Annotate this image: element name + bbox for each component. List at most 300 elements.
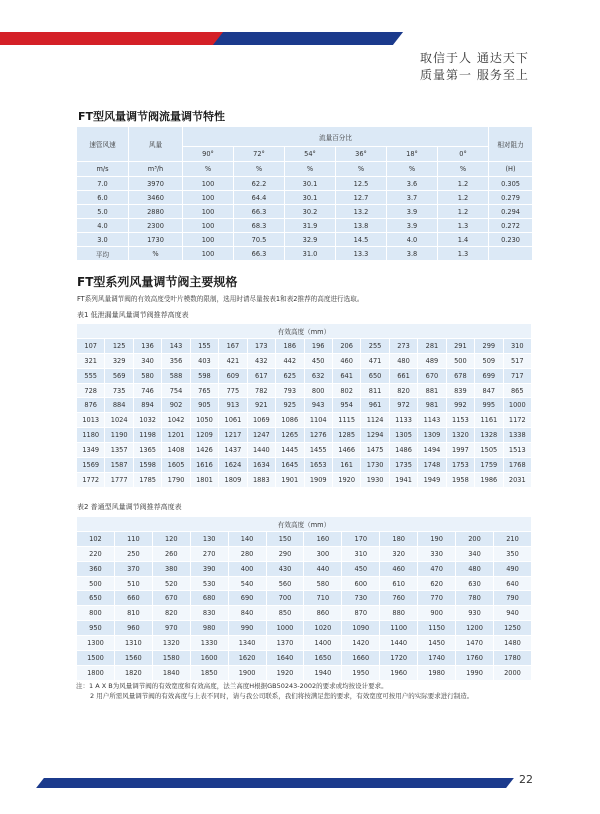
table-cell: 850: [266, 606, 304, 621]
angle-header: 54°: [285, 147, 336, 162]
table-cell: 1513: [503, 443, 531, 458]
table-cell: 790: [493, 591, 531, 606]
table-cell: 255: [361, 338, 389, 353]
table-cell: 760: [380, 591, 418, 606]
table-cell: 470: [418, 561, 456, 576]
table2-header: 有效高度（mm）: [77, 517, 532, 532]
table-cell: 1653: [304, 458, 332, 473]
table-cell: 1217: [219, 428, 247, 443]
table-cell: 1.3: [438, 219, 489, 233]
table-cell: 370: [114, 561, 152, 576]
table-cell: 1440: [247, 443, 275, 458]
table-cell: 260: [152, 546, 190, 561]
table-cell: 1.2: [438, 191, 489, 205]
table-cell: 500: [77, 576, 115, 591]
table-cell: 490: [493, 561, 531, 576]
table-cell: 3.9: [387, 219, 438, 233]
table-cell: 4.0: [387, 233, 438, 247]
table-cell: 894: [133, 398, 161, 413]
table-cell: 421: [219, 353, 247, 368]
table-cell: 540: [228, 576, 266, 591]
table-cell: 1909: [304, 472, 332, 487]
table-cell: 321: [77, 353, 105, 368]
table-cell: 310: [503, 338, 531, 353]
table-cell: 1050: [190, 413, 218, 428]
table-cell: 617: [247, 368, 275, 383]
table-cell: 1104: [304, 413, 332, 428]
table-cell: 1032: [133, 413, 161, 428]
table-cell: 1840: [152, 665, 190, 680]
table-cell: 1740: [418, 651, 456, 666]
table-cell: 881: [418, 383, 446, 398]
table-cell: 690: [228, 591, 266, 606]
table-cell: 68.3: [234, 219, 285, 233]
table-cell: 450: [342, 561, 380, 576]
table-cell: 717: [503, 368, 531, 383]
table-cell: 1486: [389, 443, 417, 458]
table-cell: 954: [332, 398, 360, 413]
table-cell: 632: [304, 368, 332, 383]
table-cell: 780: [456, 591, 494, 606]
table-cell: 1480: [493, 636, 531, 651]
table-cell: 810: [114, 606, 152, 621]
table-row: [77, 428, 532, 443]
table-cell: 1580: [152, 651, 190, 666]
table-cell: 569: [105, 368, 133, 383]
table-cell: 299: [475, 338, 503, 353]
table-cell: 440: [304, 561, 342, 576]
table-cell: 1305: [389, 428, 417, 443]
table-cell: 平均: [77, 247, 129, 261]
table-cell: 865: [503, 383, 531, 398]
table-cell: 1470: [456, 636, 494, 651]
table-cell: 650: [361, 368, 389, 383]
table-cell: 555: [77, 368, 105, 383]
table-cell: 754: [162, 383, 190, 398]
table-cell: 460: [332, 353, 360, 368]
table-cell: 1365: [133, 443, 161, 458]
table-cell: 480: [456, 561, 494, 576]
table-cell: 102: [77, 531, 115, 546]
table-cell: 442: [276, 353, 304, 368]
table-cell: 390: [190, 561, 228, 576]
table-cell: 0.279: [489, 191, 533, 205]
table-cell: 100: [183, 177, 234, 191]
flow-characteristics-table: [76, 126, 533, 261]
table-cell: 765: [190, 383, 218, 398]
table-cell: 62.2: [234, 177, 285, 191]
col-percent-header: 流量百分比: [183, 127, 489, 147]
table-cell: 30.2: [285, 205, 336, 219]
table-cell: 270: [190, 546, 228, 561]
table-cell: 1400: [304, 636, 342, 651]
table-cell: 1730: [361, 458, 389, 473]
table-cell: 2300: [129, 219, 183, 233]
col-volume-header: 风量: [129, 127, 183, 162]
table-cell: 6.0: [77, 191, 129, 205]
table-cell: 2031: [503, 472, 531, 487]
unit-cell: (H): [489, 162, 533, 177]
table-cell: 160: [304, 531, 342, 546]
table-cell: 350: [493, 546, 531, 561]
table-cell: 450: [304, 353, 332, 368]
header-blue-stripe: [213, 32, 403, 45]
note-line-1: 注：1 A X B为风量调节阀的有效宽度和有效高度，法兰高度H根据GB50243-2002的要求或均按设计要求。: [76, 682, 388, 690]
table-cell: 610: [380, 576, 418, 591]
unit-cell: %: [438, 162, 489, 177]
table-row: [77, 383, 532, 398]
table-cell: 670: [418, 368, 446, 383]
table-cell: 598: [190, 368, 218, 383]
table-row: [77, 651, 532, 666]
table-row: [77, 338, 532, 353]
table-cell: 1190: [105, 428, 133, 443]
table-cell: 735: [105, 383, 133, 398]
table-cell: 1201: [162, 428, 190, 443]
table-cell: 950: [77, 621, 115, 636]
table-cell: 1920: [266, 665, 304, 680]
table-cell: 660: [114, 591, 152, 606]
table-cell: 100: [183, 191, 234, 205]
col-speed-header: 速管风速: [77, 127, 129, 162]
table-cell: 600: [342, 576, 380, 591]
table-cell: 990: [228, 621, 266, 636]
table-cell: 400: [228, 561, 266, 576]
col-resistance-header: 相对阻力: [489, 127, 533, 162]
table-cell: 1445: [276, 443, 304, 458]
table-cell: [489, 247, 533, 261]
table-cell: 130: [190, 531, 228, 546]
table-cell: 100: [183, 233, 234, 247]
table-cell: 1172: [503, 413, 531, 428]
table-cell: 680: [190, 591, 228, 606]
table1-header: 有效高度（mm）: [77, 324, 532, 339]
table-cell: 876: [77, 398, 105, 413]
table-cell: 650: [77, 591, 115, 606]
table-cell: 1650: [304, 651, 342, 666]
table-cell: 1061: [219, 413, 247, 428]
table-cell: 280: [228, 546, 266, 561]
table-cell: 625: [276, 368, 304, 383]
table-row: [77, 191, 533, 205]
table-cell: 981: [418, 398, 446, 413]
table-cell: 1790: [162, 472, 190, 487]
table-cell: 775: [219, 383, 247, 398]
table-cell: 0.294: [489, 205, 533, 219]
table-cell: 1809: [219, 472, 247, 487]
table-cell: 471: [361, 353, 389, 368]
table-cell: 1320: [152, 636, 190, 651]
table-cell: 150: [266, 531, 304, 546]
table-cell: 530: [190, 576, 228, 591]
table-cell: 940: [493, 606, 531, 621]
table-cell: 800: [77, 606, 115, 621]
table-cell: 630: [456, 576, 494, 591]
table-cell: 972: [389, 398, 417, 413]
table-cell: 1198: [133, 428, 161, 443]
table-cell: 609: [219, 368, 247, 383]
table-cell: 380: [152, 561, 190, 576]
table-cell: 330: [418, 546, 456, 561]
table-cell: 1980: [418, 665, 456, 680]
table-cell: 1338: [503, 428, 531, 443]
table-cell: 1090: [342, 621, 380, 636]
table-cell: 100: [183, 247, 234, 261]
table-cell: 1768: [503, 458, 531, 473]
table-row: [77, 398, 532, 413]
table-cell: 1133: [389, 413, 417, 428]
table-cell: 800: [304, 383, 332, 398]
table-cell: 880: [380, 606, 418, 621]
table-cell: 300: [304, 546, 342, 561]
table-cell: 839: [446, 383, 474, 398]
unit-cell: m/s: [77, 162, 129, 177]
table-cell: 1300: [77, 636, 115, 651]
table-cell: 1785: [133, 472, 161, 487]
table-cell: 1309: [418, 428, 446, 443]
table-cell: 1760: [456, 651, 494, 666]
table-row: [77, 472, 532, 487]
table-cell: 0.272: [489, 219, 533, 233]
table-cell: 432: [247, 353, 275, 368]
table-row: [77, 353, 532, 368]
angle-header: 90°: [183, 147, 234, 162]
table-cell: 860: [304, 606, 342, 621]
table-cell: 1013: [77, 413, 105, 428]
table-cell: 961: [361, 398, 389, 413]
table-cell: 3.7: [387, 191, 438, 205]
table-cell: 730: [342, 591, 380, 606]
table-cell: 900: [418, 606, 456, 621]
table-cell: 1949: [418, 472, 446, 487]
table-cell: 1780: [493, 651, 531, 666]
table-cell: 1426: [190, 443, 218, 458]
slogan-line-1: 取信于人 通达天下: [420, 51, 529, 65]
table-cell: 125: [105, 338, 133, 353]
table-cell: 31.0: [285, 247, 336, 261]
table-cell: 1941: [389, 472, 417, 487]
table-row: [77, 177, 533, 191]
page-number: 22: [519, 773, 533, 786]
table-cell: 210: [493, 531, 531, 546]
table-cell: 930: [456, 606, 494, 621]
table-cell: 356: [162, 353, 190, 368]
table-row: [77, 443, 532, 458]
table-cell: 1042: [162, 413, 190, 428]
table-cell: 64.4: [234, 191, 285, 205]
table-cell: 206: [332, 338, 360, 353]
table-cell: 1930: [361, 472, 389, 487]
table-cell: 925: [276, 398, 304, 413]
table-cell: 640: [493, 576, 531, 591]
table-cell: 12.5: [336, 177, 387, 191]
unit-cell: m³/h: [129, 162, 183, 177]
table-cell: 884: [105, 398, 133, 413]
table-cell: 1.3: [438, 247, 489, 261]
table-cell: 1100: [380, 621, 418, 636]
table-cell: 1.2: [438, 177, 489, 191]
table-cell: 291: [446, 338, 474, 353]
table-cell: 1753: [446, 458, 474, 473]
table-cell: 913: [219, 398, 247, 413]
table-cell: 1587: [105, 458, 133, 473]
table-cell: 1986: [475, 472, 503, 487]
table-cell: 250: [114, 546, 152, 561]
table-cell: 0.230: [489, 233, 533, 247]
table-cell: 1150: [418, 621, 456, 636]
table-cell: 1180: [77, 428, 105, 443]
note-line-2: 2 用户所需风量调节阀的有效高度与上表不同时，请与我公司联系，我们将按满足您的要求，有效宽度可按用户的实际要求进行制造。: [90, 692, 474, 700]
table-cell: 1161: [475, 413, 503, 428]
table-cell: 1960: [380, 665, 418, 680]
table-cell: 588: [162, 368, 190, 383]
section1-title: FT型风量调节阀流量调节特性: [78, 110, 226, 123]
table-cell: 1997: [446, 443, 474, 458]
table-cell: 1143: [418, 413, 446, 428]
table-cell: 100: [183, 205, 234, 219]
table-cell: 120: [152, 531, 190, 546]
table-cell: 1569: [77, 458, 105, 473]
table-cell: 820: [389, 383, 417, 398]
table-cell: 0.305: [489, 177, 533, 191]
unit-cell: %: [336, 162, 387, 177]
table-cell: 980: [190, 621, 228, 636]
table-cell: 273: [389, 338, 417, 353]
table-row: [77, 591, 532, 606]
table-cell: 1634: [247, 458, 275, 473]
table-row: [77, 606, 532, 621]
table-cell: 811: [361, 383, 389, 398]
header-red-stripe: [0, 32, 230, 45]
table-cell: 200: [456, 531, 494, 546]
table-cell: 3970: [129, 177, 183, 191]
table-cell: 510: [114, 576, 152, 591]
table-row: [77, 636, 532, 651]
table-row: [77, 413, 532, 428]
table-cell: 290: [266, 546, 304, 561]
table-cell: 1466: [332, 443, 360, 458]
table-cell: 480: [389, 353, 417, 368]
table-cell: 1209: [190, 428, 218, 443]
table-cell: 802: [332, 383, 360, 398]
table-cell: 430: [266, 561, 304, 576]
table-row: [77, 368, 532, 383]
table-cell: 7.0: [77, 177, 129, 191]
table-cell: 1735: [389, 458, 417, 473]
table-cell: 1660: [342, 651, 380, 666]
table-cell: 1124: [361, 413, 389, 428]
table-cell: 1437: [219, 443, 247, 458]
angle-header: 18°: [387, 147, 438, 162]
table-cell: 700: [266, 591, 304, 606]
table-cell: 329: [105, 353, 133, 368]
table-cell: 1247: [247, 428, 275, 443]
table-cell: 155: [190, 338, 218, 353]
table-cell: 870: [342, 606, 380, 621]
footer-blue-bar: [36, 778, 514, 788]
table-cell: 830: [190, 606, 228, 621]
table-cell: 1883: [247, 472, 275, 487]
table-cell: 107: [77, 338, 105, 353]
table-cell: 3460: [129, 191, 183, 205]
table-cell: 902: [162, 398, 190, 413]
table-cell: 1450: [418, 636, 456, 651]
table-cell: 847: [475, 383, 503, 398]
table-cell: 728: [77, 383, 105, 398]
table-row: [77, 576, 532, 591]
table-cell: 110: [114, 531, 152, 546]
table-cell: 921: [247, 398, 275, 413]
table-cell: 2880: [129, 205, 183, 219]
table-cell: 1200: [456, 621, 494, 636]
units-row: [77, 162, 533, 177]
table-cell: 2000: [493, 665, 531, 680]
table-cell: 167: [219, 338, 247, 353]
table-cell: 1357: [105, 443, 133, 458]
table-cell: 560: [266, 576, 304, 591]
intro-text: FT系列风量调节阀的有效高度受叶片模数的限制，选用时请尽量按表1和表2推荐的高度进行选取。: [77, 295, 364, 303]
table-cell: 460: [380, 561, 418, 576]
table-cell: 161: [332, 458, 360, 473]
table-cell: 1024: [105, 413, 133, 428]
table-cell: 1.4: [438, 233, 489, 247]
table-cell: 1475: [361, 443, 389, 458]
table-cell: 1620: [228, 651, 266, 666]
section2-title: FT型系列风量调节阀主要规格: [77, 275, 238, 289]
table-cell: 1560: [114, 651, 152, 666]
table-row: [77, 621, 532, 636]
table-cell: 1624: [219, 458, 247, 473]
table-cell: 13.2: [336, 205, 387, 219]
table-cell: 1605: [162, 458, 190, 473]
table-cell: 1645: [276, 458, 304, 473]
table-cell: 1990: [456, 665, 494, 680]
table-cell: 180: [380, 531, 418, 546]
table-cell: 32.9: [285, 233, 336, 247]
table-cell: 520: [152, 576, 190, 591]
table-cell: 1748: [418, 458, 446, 473]
table-cell: 5.0: [77, 205, 129, 219]
table-cell: 403: [190, 353, 218, 368]
table-cell: 136: [133, 338, 161, 353]
table-cell: 1850: [190, 665, 228, 680]
table-cell: 509: [475, 353, 503, 368]
table-cell: 1000: [266, 621, 304, 636]
table-row: [77, 531, 532, 546]
table-cell: 641: [332, 368, 360, 383]
table-cell: 1801: [190, 472, 218, 487]
table-cell: 1772: [77, 472, 105, 487]
table-cell: 1455: [304, 443, 332, 458]
table-cell: 699: [475, 368, 503, 383]
table-cell: 1901: [276, 472, 304, 487]
table-cell: 1250: [493, 621, 531, 636]
table-cell: 820: [152, 606, 190, 621]
table-cell: 1020: [304, 621, 342, 636]
table-row: [77, 546, 532, 561]
table-cell: 517: [503, 353, 531, 368]
table-cell: 281: [418, 338, 446, 353]
table-cell: 310: [342, 546, 380, 561]
table-cell: 1820: [114, 665, 152, 680]
table-cell: 1086: [276, 413, 304, 428]
table-row: [77, 561, 532, 576]
table-cell: 220: [77, 546, 115, 561]
table-cell: 1310: [114, 636, 152, 651]
table-cell: 1.2: [438, 205, 489, 219]
table-cell: 1900: [228, 665, 266, 680]
table-cell: 678: [446, 368, 474, 383]
